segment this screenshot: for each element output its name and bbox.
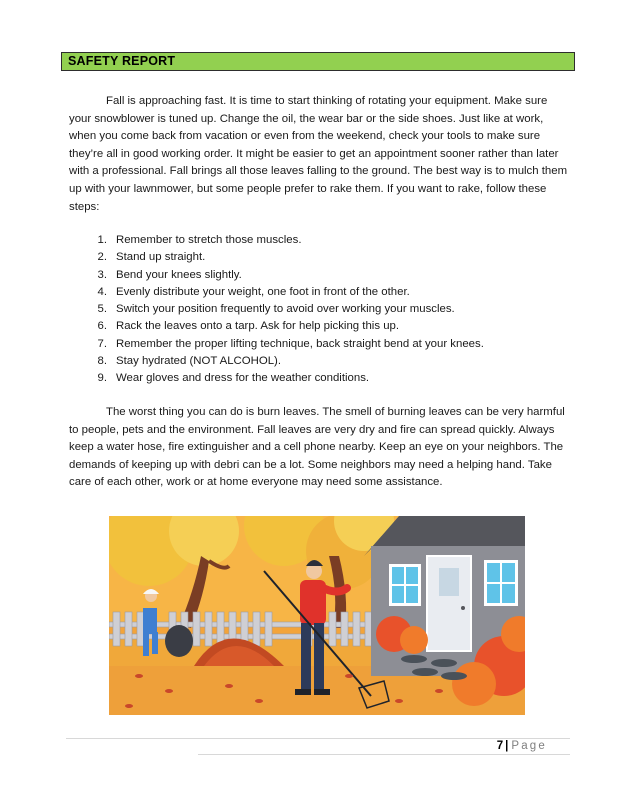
- list-item-number: 5.: [97, 303, 107, 316]
- footer-divider: [66, 738, 570, 739]
- list-item-text: Rack the leaves onto a tarp. Ask for help picking this up.: [116, 320, 400, 333]
- list-item-text: Bend your knees slightly.: [116, 268, 242, 281]
- list-item-text: Wear gloves and dress for the weather conditions.: [116, 372, 370, 385]
- list-item: [87, 353, 557, 370]
- list-item-number: 8.: [97, 355, 107, 368]
- list-item-number: 4.: [97, 285, 107, 298]
- list-item: [87, 267, 557, 284]
- list-item: [87, 301, 557, 318]
- intro-paragraph: Fall is approaching fast. It is time to start thinking of rotating your equipment. Make sure your snowblower is tuned up. Change the oil, the wear bar or the side shoes. Just like at work, when you come back from vacation or even from the weekend, check your tools to make sure they’re all in good working order. It might be easier to get an appointment sooner rather than later with a professional. Fall brings all those leaves falling to the ground. The best way is to mulch them up with your lawnmower, but some people prefer to rake them. If you want to rake, follow these steps:: [69, 95, 568, 213]
- list-item-text: Stand up straight.: [116, 251, 206, 264]
- list-item-text: Remember the proper lifting technique, back straight bend at your knees.: [116, 337, 484, 350]
- section-title-bar: SAFETY REPORT: [61, 52, 575, 71]
- list-item: [87, 284, 557, 301]
- footer-divider: [198, 754, 570, 755]
- list-item-number: 7.: [97, 337, 107, 350]
- list-item-number: 2.: [97, 251, 107, 264]
- page-label: Page: [511, 740, 547, 752]
- page-number: 7: [496, 740, 504, 752]
- closing-paragraph: The worst thing you can do is burn leaves. The smell of burning leaves can be very harmful to people, pets and the environment. Fall leaves are very dry and fire can spread quickly. Always keep a water hose, fire extinguisher and a cell phone nearby. Keep an eye on your neighbors. The demands of keeping up with debri can be a lot. Some neighbors may need a helping hand. Take care of each other, work or at home everyone may need some assistance.: [69, 406, 565, 489]
- footer-separator: |: [505, 740, 509, 752]
- autumn-raking-illustration: [109, 516, 525, 715]
- raking-steps-list: [87, 232, 557, 388]
- list-item: [87, 232, 557, 249]
- list-item-text: Remember to stretch those muscles.: [116, 234, 302, 246]
- list-item-text: Evenly distribute your weight, one foot in front of the other.: [116, 285, 410, 298]
- list-item-number: 6.: [97, 320, 107, 333]
- list-item: [87, 370, 557, 387]
- list-item-number: 1.: [97, 234, 107, 246]
- list-item: [87, 336, 557, 353]
- page-footer: [497, 740, 547, 752]
- list-item: [87, 318, 557, 335]
- list-item-text: Stay hydrated (NOT ALCOHOL).: [116, 355, 282, 368]
- list-item-number: 9.: [97, 372, 107, 385]
- list-item: [87, 249, 557, 266]
- list-item-number: 3.: [97, 268, 107, 281]
- list-item-text: Switch your position frequently to avoid over working your muscles.: [116, 303, 455, 316]
